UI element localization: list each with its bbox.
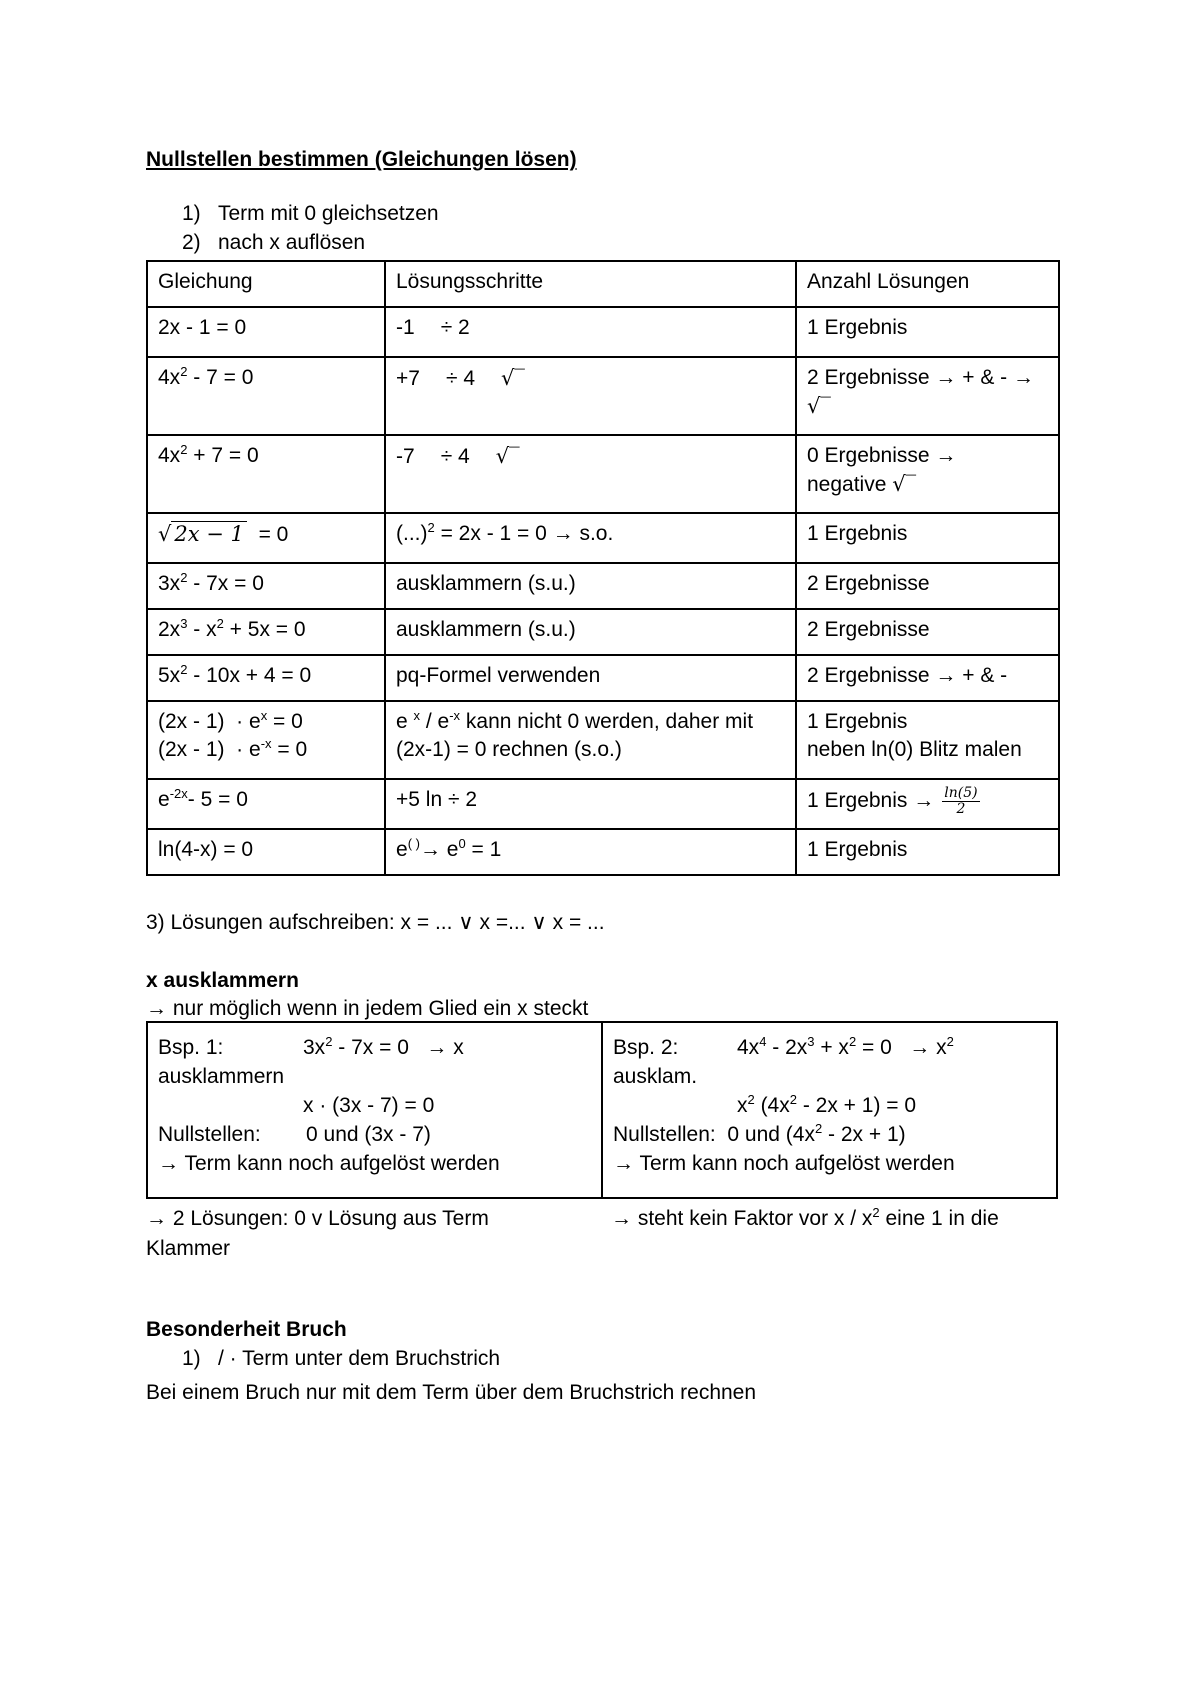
section-heading-ausklammern: x ausklammern xyxy=(146,969,299,992)
result-cell: 1 Ergebnis xyxy=(796,829,1059,875)
equation-text: + 5x = 0 xyxy=(229,618,306,641)
example-1-cell: Bsp. 1: $3x^2 - 7x = 0 \to x$ ausklammern x · (3x - 7) = 0 Nullstellen: 0 und (3x - 7) → Term kann noch aufgelöst werden xyxy=(147,1022,602,1198)
table-row xyxy=(147,701,1059,779)
step-text: / · Term unter dem Bruchstrich xyxy=(218,1347,501,1370)
result-text: 2 Ergebnisse → + & - → xyxy=(807,366,1035,389)
table-row xyxy=(147,357,1059,435)
example-label: Bsp. 1: xyxy=(158,1036,224,1059)
zeros-label: Nullstellen: xyxy=(613,1123,716,1146)
table-row xyxy=(147,829,1059,875)
page-title: Nullstellen bestimmen (Gleichungen lösen) xyxy=(146,148,577,171)
fraction xyxy=(942,786,979,817)
result-cell xyxy=(796,435,1059,513)
steps-cell: pq-Formel verwenden xyxy=(385,655,796,701)
equation-cell: $e^{-2x}-$ 5 = 0 xyxy=(147,779,385,829)
step-3-line: 3) Lösungen aufschreiben: x = ... ∨ x =... ∨ x = ... xyxy=(146,911,605,934)
table-row xyxy=(147,513,1059,563)
step-text: (2x-1) = 0 rechnen (s.o.) xyxy=(396,738,622,761)
result-text: 0 Ergebnisse → xyxy=(807,444,957,467)
below-left-line-1: → 2 Lösungen: 0 v Lösung aus Term xyxy=(146,1207,489,1230)
result-cell: 1 Ergebnis xyxy=(796,307,1059,357)
table-row xyxy=(147,435,1059,513)
steps-cell: +7 ÷ 4 √‾ xyxy=(385,357,796,435)
example-action: ausklam. xyxy=(613,1065,698,1088)
square-root-icon: √‾ xyxy=(501,366,525,390)
example-action: → x xyxy=(426,1036,464,1059)
factored-equation: x · (3x - 7) = 0 xyxy=(303,1094,435,1117)
table-row xyxy=(147,609,1059,655)
equation-text: - 10x + 4 = 0 xyxy=(193,664,312,687)
step-text: = 2x - 1 = 0 → s.o. xyxy=(440,522,614,545)
result-cell: 2 Ergebnisse xyxy=(796,563,1059,609)
zeros-value: 0 und (3x - 7) xyxy=(306,1123,431,1146)
equation-cell: $2x^3 - x^2 + 5x = 0$ xyxy=(147,609,385,655)
step-text: kann nicht 0 werden, daher mit xyxy=(465,710,754,733)
steps-cell: ausklammern (s.u.) xyxy=(385,609,796,655)
zeros-label: Nullstellen: xyxy=(158,1123,261,1146)
step-text: Term mit 0 gleichsetzen xyxy=(218,202,439,225)
result-text: negative xyxy=(807,473,887,496)
below-right-line: → steht kein Faktor vor x / $x^2$ eine 1 in die xyxy=(611,1205,999,1230)
result-cell xyxy=(796,779,1059,829)
step-item-1 xyxy=(182,200,439,228)
step-item-2 xyxy=(182,229,365,257)
steps-cell: +5 ln ÷ 2 xyxy=(385,779,796,829)
step-number: 1) xyxy=(182,202,201,225)
section-heading-bruch: Besonderheit Bruch xyxy=(146,1318,347,1341)
example-action: ausklammern xyxy=(158,1065,285,1088)
equation-cell: $3x^2 - 7x = 0$ xyxy=(147,563,385,609)
table-row xyxy=(147,655,1059,701)
header-loesungsschritte: Lösungsschritte xyxy=(385,261,796,307)
below-right-text: eine 1 in die xyxy=(885,1207,999,1230)
bruch-sentence: Bei einem Bruch nur mit dem Term über dem Bruchstrich rechnen xyxy=(146,1381,757,1404)
fraction-denominator: 2 xyxy=(956,801,966,817)
equation-cell: √ 2x − 1 = 0 xyxy=(147,513,385,563)
result-text: neben ln(0) Blitz malen xyxy=(807,738,1022,761)
square-root-icon: √‾ xyxy=(807,394,831,418)
equation-cell: ln(4-x) = 0 xyxy=(147,829,385,875)
examples-box xyxy=(146,1021,1058,1199)
equation-cell: $4x^2 + 7 = 0$ xyxy=(147,435,385,513)
example-label: Bsp. 2: xyxy=(613,1036,679,1059)
step-number: 2) xyxy=(182,231,201,254)
header-anzahl: Anzahl Lösungen xyxy=(796,261,1059,307)
example-remark: → Term kann noch aufgelöst werden xyxy=(158,1152,500,1175)
table-header-row xyxy=(147,261,1059,307)
equation-cell: 2x - 1 = 0 xyxy=(147,307,385,357)
square-root-icon: √‾ xyxy=(892,472,917,496)
equation-cell: $4x^2 - 7 = 0$ xyxy=(147,357,385,435)
result-cell xyxy=(796,357,1059,435)
step-text: nach x auflösen xyxy=(218,231,366,254)
steps-cell: -7 ÷ 4 √‾ xyxy=(385,435,796,513)
table-row xyxy=(147,779,1059,829)
ausklammern-note: → nur möglich wenn in jedem Glied ein x steckt xyxy=(146,997,589,1020)
result-cell: 2 Ergebnisse xyxy=(796,609,1059,655)
table-row xyxy=(147,563,1059,609)
result-text: 1 Ergebnis xyxy=(807,710,908,733)
header-gleichung: Gleichung xyxy=(147,261,385,307)
examples-row xyxy=(147,1022,1057,1198)
equation-text: - 7x = 0 xyxy=(193,572,264,595)
steps-cell: e $^x / e^{-x}$ kann nicht 0 werden, daher mit (2x-1) = 0 rechnen (s.o.) xyxy=(385,701,796,779)
steps-cell: (...)$^2$ = 2x - 1 = 0 → s.o. xyxy=(385,513,796,563)
steps-cell: -1 ÷ 2 xyxy=(385,307,796,357)
result-cell xyxy=(796,701,1059,779)
example-2-cell: Bsp. 2: $4x^4 - 2x^3 + x^2 = 0 \to x^2$ ausklam. $x^2$ $(4x^2 - 2x + 1) = 0$ Nullstellen: 0 und $(4x^2 - 2x + 1)$ → Term kann noch aufgelöst werden xyxy=(602,1022,1057,1198)
square-root-icon: √‾ xyxy=(495,444,520,468)
below-left-line-2: Klammer xyxy=(146,1237,231,1260)
example-remark: → Term kann noch aufgelöst werden xyxy=(613,1152,955,1175)
table-row xyxy=(147,307,1059,357)
equations-table xyxy=(146,260,1060,876)
zeros-value: 0 und (4x xyxy=(727,1123,815,1146)
fraction-numerator: ln(5) xyxy=(944,785,978,801)
equation-cell: $(2x - 1) \cdot e^x = 0$ $(2x - 1) \cdot e^{-x} = 0$ xyxy=(147,701,385,779)
equation-cell: $5x^2 - 10x + 4 = 0$ xyxy=(147,655,385,701)
steps-cell: ausklammern (s.u.) xyxy=(385,563,796,609)
steps-cell: $e^{( )}\to e^0 = 1$ xyxy=(385,829,796,875)
result-cell: 2 Ergebnisse → + & - xyxy=(796,655,1059,701)
result-text: 1 Ergebnis → xyxy=(807,789,935,813)
bruch-item-1 xyxy=(182,1345,500,1373)
square-root-icon: √ xyxy=(158,522,172,546)
result-cell: 1 Ergebnis xyxy=(796,513,1059,563)
step-number: 1) xyxy=(182,1347,201,1370)
